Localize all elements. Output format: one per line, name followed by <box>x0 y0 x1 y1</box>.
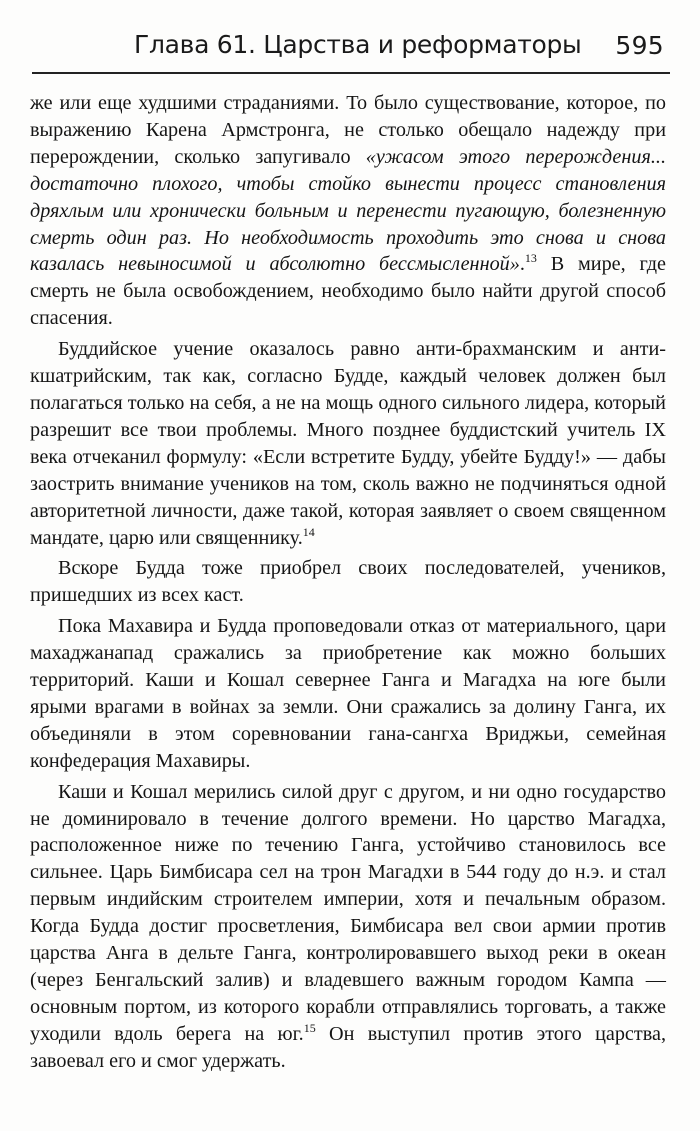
paragraph <box>30 613 666 774</box>
paragraph <box>30 779 666 1075</box>
armstrong-quote: «ужасом этого перерождения... достаточно плохого, чтобы стойко вынести процесс становления дряхлым или хронически больным и перенести пугающую, болезненную смерть один раз. Но необходимость проходить это снова и снова казалась невыносимой и абсолютно бессмысленной» <box>30 145 666 276</box>
footnote-ref: 15 <box>303 1020 316 1035</box>
header-rule <box>32 72 670 74</box>
paragraph-text: В мире, где смерть не была освобождением, необходимо было найти другой способ спасения. <box>30 253 666 330</box>
page-number: 595 <box>615 31 664 60</box>
paragraph-text: Вскоре Будда тоже приобрел своих последователей, учеников, пришедших из всех каст. <box>30 557 666 607</box>
paragraph <box>30 555 666 609</box>
paragraph-text: Пока Махавира и Будда проповедовали отказ от материального, цари махаджанапад сражались за приобретение как можно больших территорий. Каши и Кошал севернее Ганга и Магадха на юге были ярыми врагами в войнах за земли. Они сражались за долину Ганга, их объединяли в этом соревновании гана-сангха Вриджьи, семейная конфедерация Махавиры. <box>30 615 666 772</box>
chapter-title: Глава 61. Царства и реформаторы <box>134 30 582 59</box>
paragraph <box>30 90 666 332</box>
paragraph-text: Он выступил против этого царства, завоевал его и смог удержать. <box>30 1022 666 1072</box>
running-header <box>32 26 670 72</box>
paragraph-text: . <box>519 253 525 276</box>
footnote-ref: 13 <box>524 251 537 266</box>
footnote-ref: 14 <box>302 524 315 539</box>
paragraph <box>30 336 666 551</box>
body-text <box>30 90 666 1075</box>
paragraph-text: Каши и Кошал мерились силой друг с другом, и ни одно государство не доминировало в течение долгого времени. Но царство Магадха, расположенное ниже по течению Ганга, устойчиво становилось все сильнее. Царь Бимбисара сел на трон Магадхи в 544 году до н.э. и стал первым индийским строителем империи, хотя и печальным образом. Когда Будда достиг просветления, Бимбисара вел свои армии против царства Анга в дельте Ганга, контролировавшего выход реки в океан (через Бенгальский залив) и владевшего важным городом Кампа — основным портом, из которого корабли отправлялись торговать, а также уходили вдоль берега на юг. <box>30 780 666 1045</box>
paragraph-text: же или еще худшими страданиями. То было существование, которое, по выражению Карена Армстронга, не столько обещало надежду при перерождении, сколько запугивало <box>30 92 666 168</box>
paragraph-text: Буддийское учение оказалось равно анти-брахманским и анти-кшатрийским, так как, согласно Будде, каждый человек должен был полагаться только на себя, а не на мощь одного сильного лидера, который разрешит все твои проблемы. Много позднее буддистский учитель IX века отчеканил формулу: «Если встретите Будду, убейте Будду!» — дабы заострить внимание учеников на том, сколь важно не подчиняться одной авторитетной личности, даже такой, которая заявляет о своем священном мандате, царю или священнику. <box>30 338 666 549</box>
